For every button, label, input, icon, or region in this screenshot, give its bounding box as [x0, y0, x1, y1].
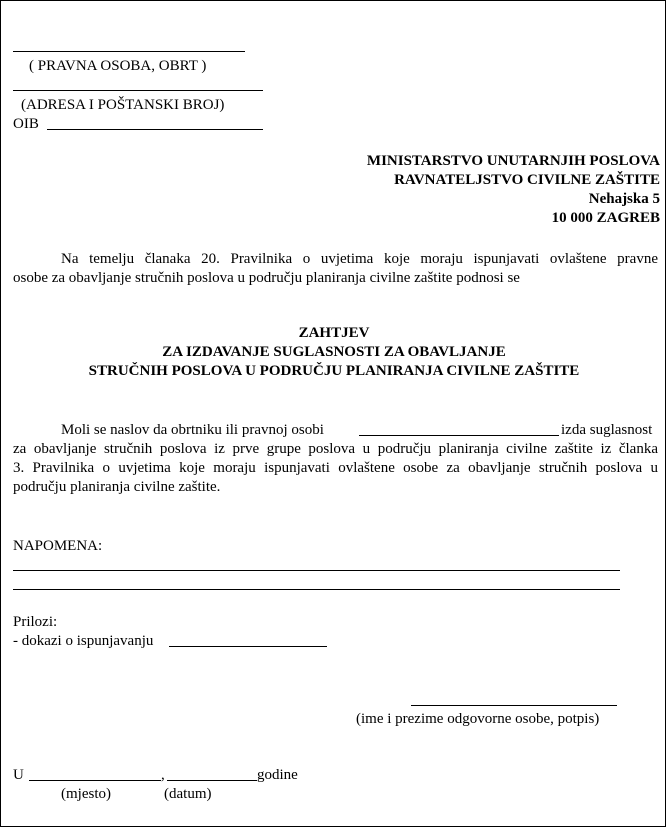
- legal-entity-label: ( PRAVNA OSOBA, OBRT ): [29, 58, 207, 74]
- title-line-2: ZA IZDAVANJE SUGLASNOSTI ZA OBAVLJANJE: [162, 344, 506, 360]
- recipient-line-3: Nehajska 5: [588, 191, 660, 207]
- recipient-line-1: MINISTARSTVO UNUTARNJIH POSLOVA: [366, 153, 660, 169]
- attachments-item-1-blank[interactable]: [169, 646, 327, 647]
- intro-line-1: [61, 250, 658, 268]
- entity-name-blank[interactable]: [359, 435, 559, 436]
- intro-text-1: Na temelju članaka 20. Pravilnika o uvjetima koje moraju ispunjavati ovlaštene pravne: [61, 251, 658, 267]
- request-text-2: za obavljanje stručnih poslova iz prve grupe poslova u području planiranja civilne zaštite iz članka: [13, 441, 658, 457]
- note-label: NAPOMENA:: [13, 538, 103, 554]
- signature-caption: (ime i prezime odgovorne osobe, potpis): [356, 711, 600, 727]
- oib-label: OIB: [13, 116, 39, 132]
- address-line: [13, 90, 263, 91]
- place-prefix: U: [13, 767, 24, 783]
- request-line-2: [13, 440, 658, 458]
- signature-line[interactable]: [411, 705, 617, 706]
- title-line-1: ZAHTJEV: [298, 325, 370, 341]
- year-suffix: godine: [257, 767, 298, 783]
- attachments-label: Prilozi:: [13, 614, 58, 630]
- recipient-line-2: RAVNATELJSTVO CIVILNE ZAŠTITE: [394, 172, 660, 188]
- date-blank[interactable]: [167, 780, 257, 781]
- place-date-comma: ,: [161, 767, 165, 783]
- request-line-4: području planiranja civilne zaštite.: [13, 479, 221, 495]
- intro-line-2: osobe za obavljanje stručnih poslova u području planiranja civilne zaštite podnosi se: [13, 270, 520, 286]
- place-blank[interactable]: [29, 780, 161, 781]
- address-label: (ADRESA I POŠTANSKI BROJ): [21, 97, 225, 113]
- title-line-3: STRUČNIH POSLOVA U PODRUČJU PLANIRANJA CIVILNE ZAŠTITE: [88, 363, 580, 379]
- note-line-2[interactable]: [13, 589, 620, 590]
- oib-line: [47, 129, 263, 130]
- request-line-1-start: Moli se naslov da obrtniku ili pravnoj osobi: [61, 422, 324, 438]
- legal-entity-line: [13, 51, 245, 52]
- recipient-line-4: 10 000 ZAGREB: [551, 210, 660, 226]
- request-text-3: 3. Pravilnika o uvjetima koje moraju ispunjavati ovlaštene osobe za obavljanje stručnih poslova u: [13, 460, 658, 476]
- date-caption: (datum): [164, 786, 212, 802]
- place-caption: (mjesto): [61, 786, 111, 802]
- note-line-1[interactable]: [13, 570, 620, 571]
- attachments-item-1: - dokazi o ispunjavanju: [13, 633, 154, 649]
- request-line-3: [13, 459, 658, 477]
- request-line-1-end: izda suglasnost: [561, 422, 653, 438]
